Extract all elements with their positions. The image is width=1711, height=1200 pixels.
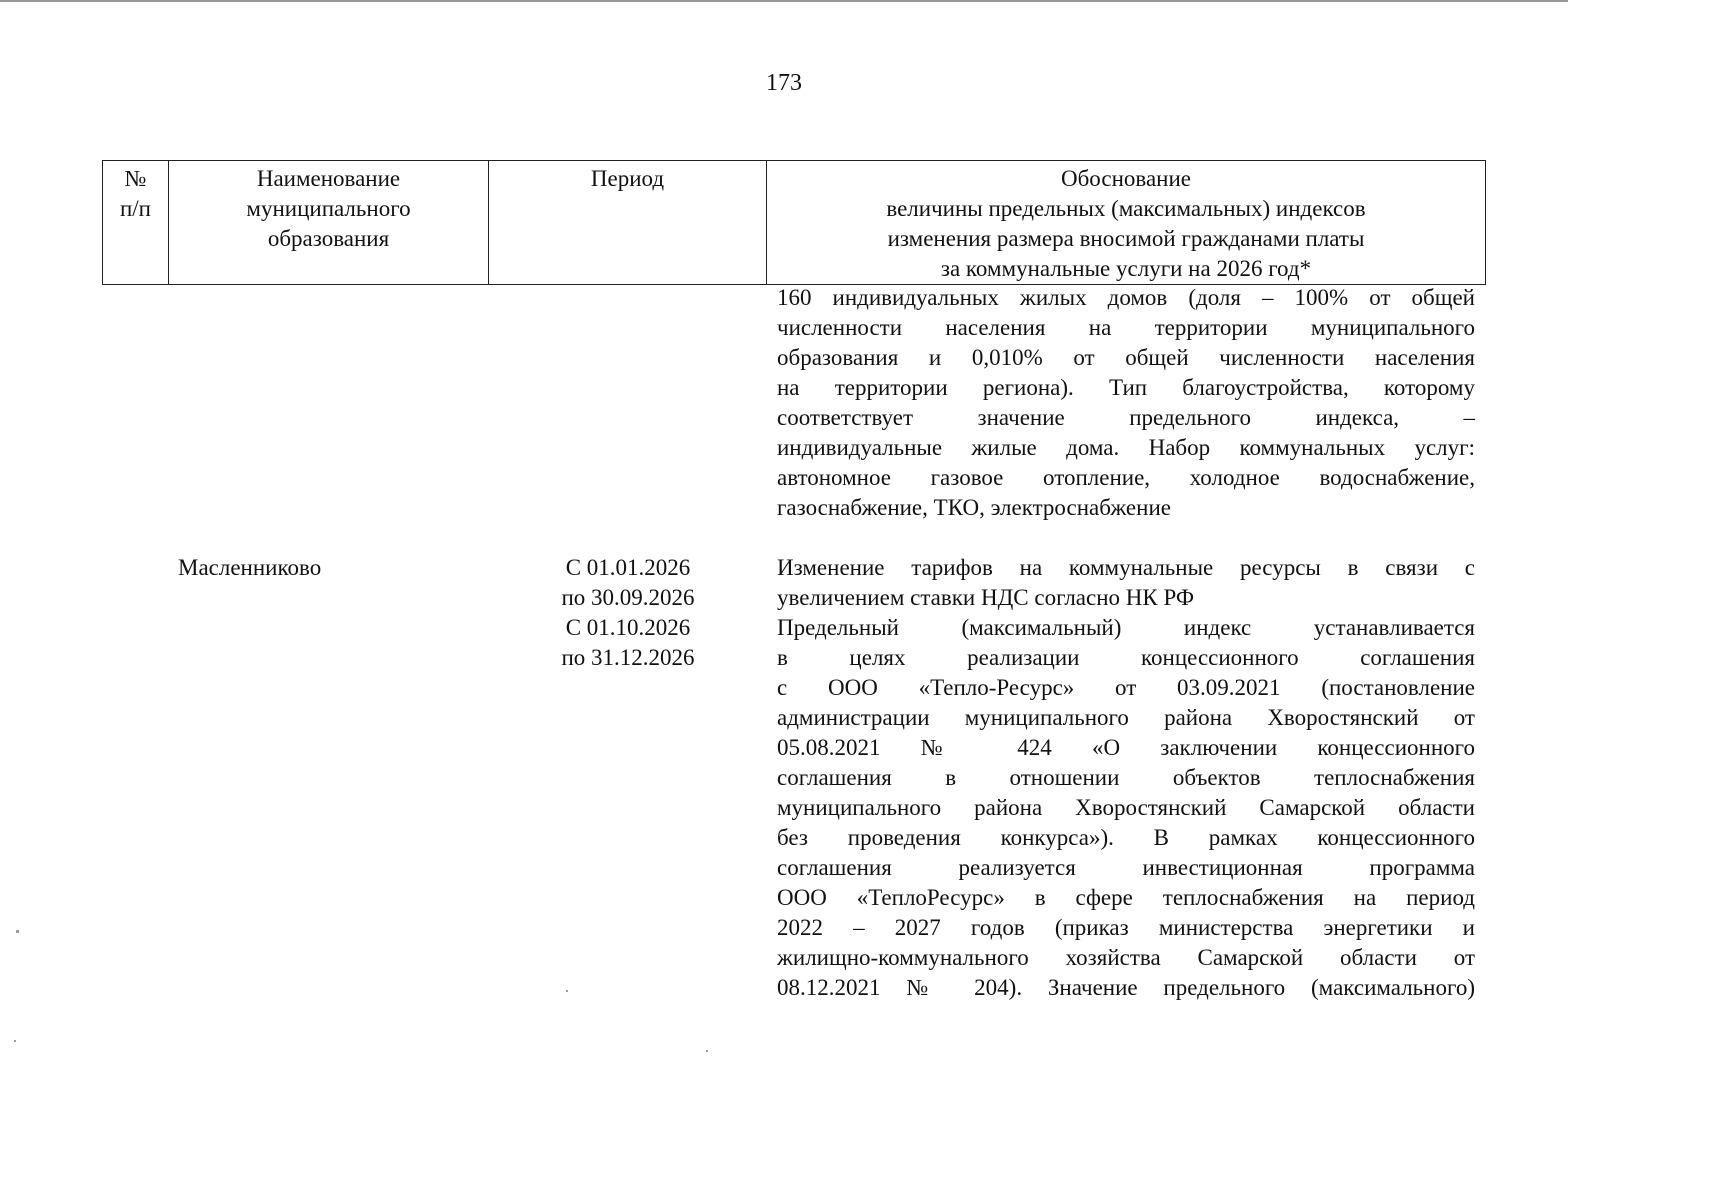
justification-line: в целях реализации концессионного соглашения [777, 645, 1475, 670]
period-line: С 01.01.2026 [565, 555, 691, 580]
justification-line: муниципального района Хворостянский Самарской области [777, 795, 1475, 820]
table-header [102, 160, 1486, 285]
justification-line: соответствует значение предельного индекса, – [777, 405, 1475, 430]
header-justification-line: изменения размера вносимой гражданами платы [887, 226, 1365, 251]
justification-line: администрации муниципального района Хворостянский от [777, 705, 1475, 730]
justification-line: Изменение тарифов на коммунальные ресурсы в связи с [777, 555, 1475, 580]
header-municipality-line: муниципального [246, 196, 411, 221]
justification-continuation [777, 283, 1475, 523]
header-cell-number [103, 161, 169, 285]
justification-line: жилищно-коммунального хозяйства Самарской области от [777, 945, 1475, 970]
justification-line: соглашения в отношении объектов теплоснабжения [777, 765, 1475, 790]
period-line: по 31.12.2026 [561, 645, 695, 670]
scan-speck [14, 1040, 16, 1042]
justification-line: соглашения реализуется инвестиционная программа [777, 855, 1475, 880]
justification-line: без проведения конкурса»). В рамках концессионного [777, 825, 1475, 850]
page-number: 173 [766, 70, 802, 96]
header-justification-line: Обоснование [1061, 166, 1191, 191]
scan-speck [706, 1050, 708, 1052]
period-list [490, 553, 766, 673]
justification-line: индивидуальные жилые дома. Набор коммунальных услуг: [777, 435, 1475, 460]
justification-line: 08.12.2021 № 204). Значение предельного (максимального) [777, 975, 1475, 1000]
period-line: С 01.10.2026 [565, 615, 691, 640]
justification-line: 05.08.2021 № 424 «О заключении концессионного [777, 735, 1475, 760]
header-period-line: Период [590, 166, 665, 191]
scan-speck [566, 990, 568, 992]
header-municipality-line: образования [267, 226, 390, 251]
justification-line: образования и 0,010% от общей численности населения [777, 345, 1475, 370]
header-cell-municipality [169, 161, 489, 285]
header-justification-line: за коммунальные услуги на 2026 год* [940, 256, 1312, 281]
justification-line: 160 индивидуальных жилых домов (доля – 100% от общей [777, 285, 1475, 310]
justification-line: увеличением ставки НДС согласно НК РФ [777, 585, 1195, 610]
justification-text [777, 553, 1475, 1003]
header-number-line: п/п [119, 196, 151, 221]
header-cell-period [489, 161, 767, 285]
justification-line: газоснабжение, ТКО, электроснабжение [777, 495, 1171, 520]
justification-line: на территории региона). Тип благоустройства, которому [777, 375, 1475, 400]
justification-line: Предельный (максимальный) индекс устанавливается [777, 615, 1475, 640]
table-header-row [103, 161, 1486, 285]
justification-line: ООО «ТеплоРесурс» в сфере теплоснабжения на период [777, 885, 1475, 910]
justification-line: 2022 – 2027 годов (приказ министерства энергетики и [777, 915, 1475, 940]
period-line: по 30.09.2026 [561, 585, 695, 610]
page-top-edge-line [0, 0, 1568, 2]
justification-line: численности населения на территории муниципального [777, 315, 1475, 340]
header-justification-line: величины предельных (максимальных) индексов [886, 196, 1366, 221]
justification-line: с ООО «Тепло-Ресурс» от 03.09.2021 (постановление [777, 675, 1475, 700]
header-cell-justification [767, 161, 1486, 285]
justification-line: автономное газовое отопление, холодное водоснабжение, [777, 465, 1475, 490]
header-number-line: № [124, 166, 147, 191]
municipality-name: Масленниково [178, 555, 322, 580]
header-municipality-line: Наименование [256, 166, 401, 191]
scan-speck [16, 930, 19, 933]
